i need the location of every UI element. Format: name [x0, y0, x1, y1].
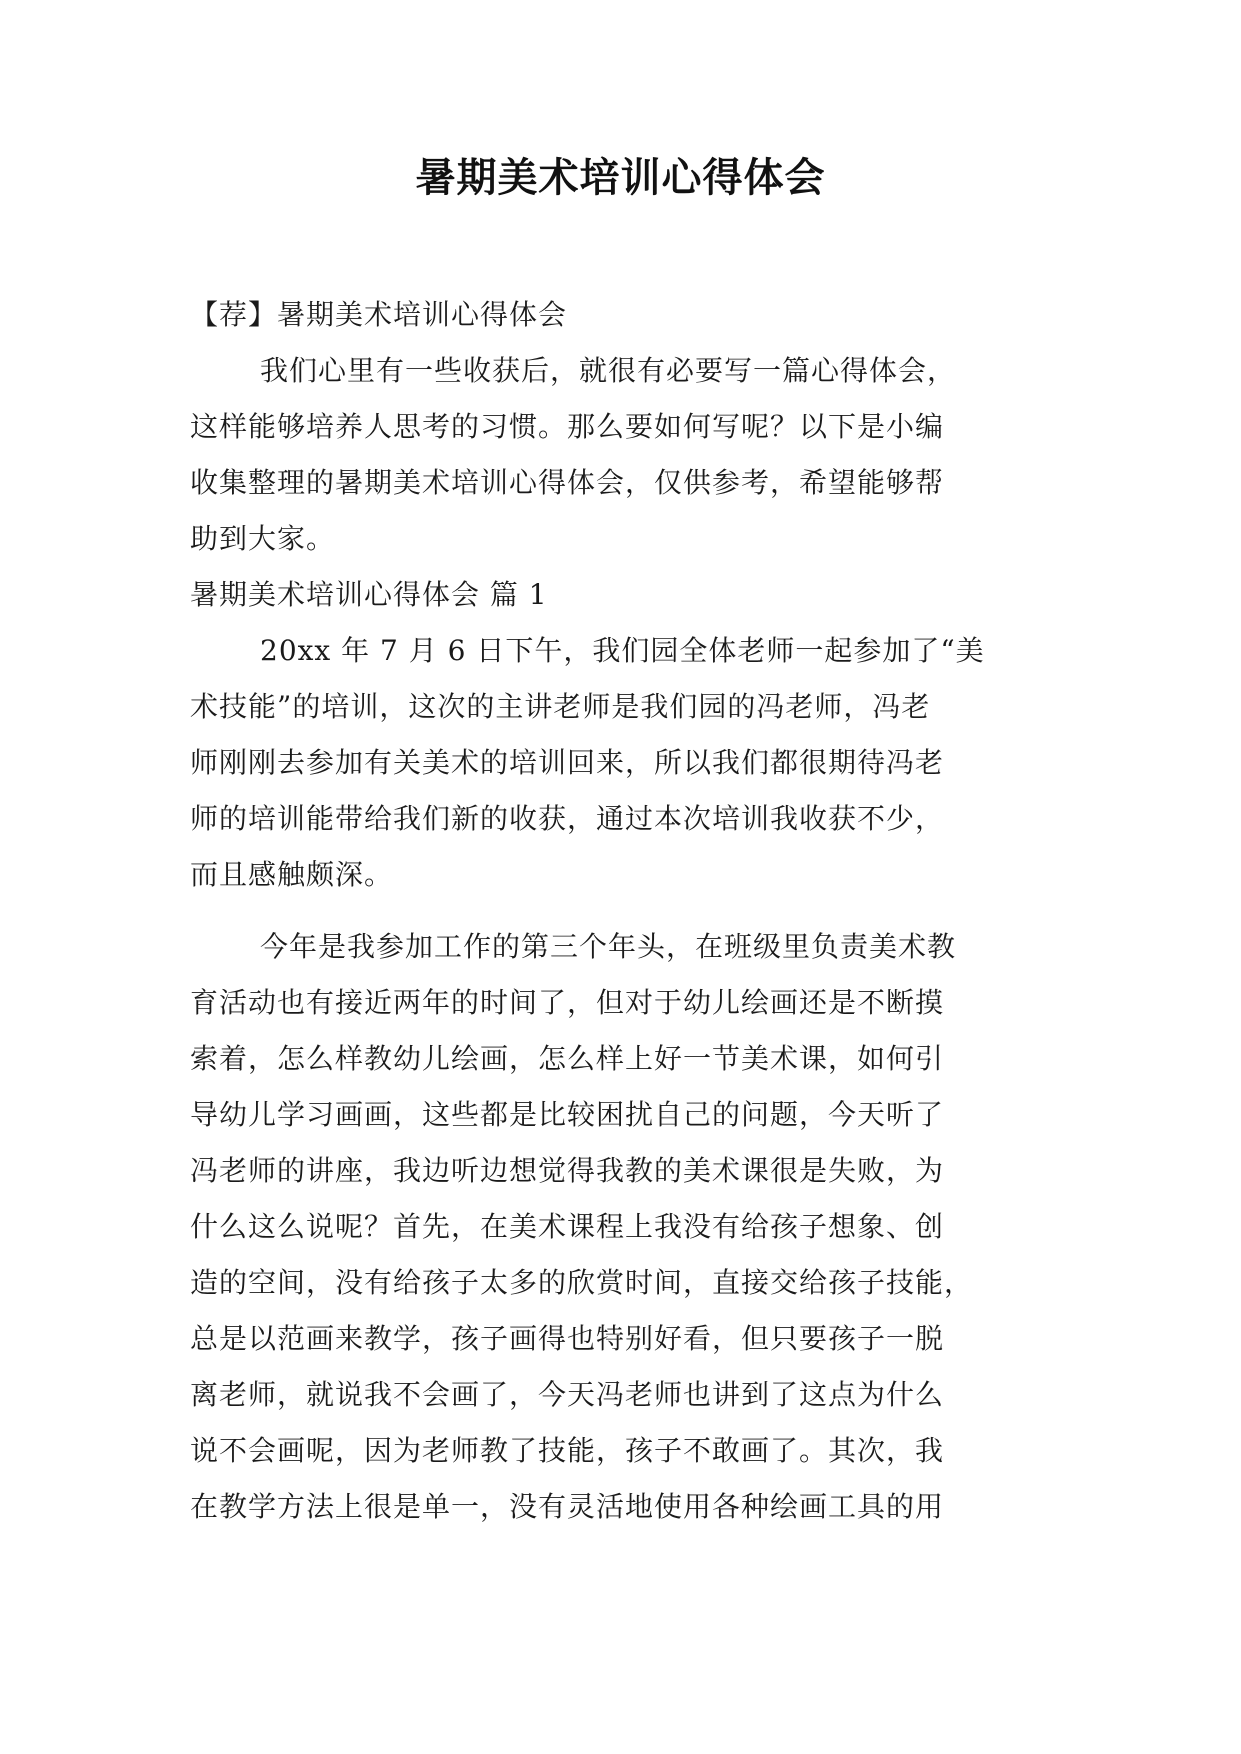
- paragraph-line: 什么这么说呢？首先，在美术课程上我没有给孩子想象、创: [190, 1210, 945, 1243]
- paragraph-line: 术技能”的培训，这次的主讲老师是我们园的冯老师，冯老: [190, 690, 931, 723]
- paragraph-line: 20xx 年 7 月 6 日下午，我们园全体老师一起参加了“美: [260, 634, 985, 667]
- paragraph-line: 说不会画呢，因为老师教了技能，孩子不敢画了。其次，我: [190, 1434, 945, 1467]
- paragraph-line: 导幼儿学习画画，这些都是比较困扰自己的问题，今天听了: [190, 1098, 945, 1131]
- paragraph-line: 在教学方法上很是单一，没有灵活地使用各种绘画工具的用: [190, 1490, 945, 1523]
- intro-line: 助到大家。: [190, 522, 336, 555]
- intro-line: 收集整理的暑期美术培训心得体会，仅供参考，希望能够帮: [190, 466, 945, 499]
- paragraph-line: 索着，怎么样教幼儿绘画，怎么样上好一节美术课，如何引: [190, 1042, 945, 1075]
- paragraph-line: 师的培训能带给我们新的收获，通过本次培训我收获不少，: [190, 802, 945, 835]
- intro-line: 我们心里有一些收获后，就很有必要写一篇心得体会，: [260, 354, 957, 387]
- document-body: [190, 287, 1060, 1535]
- paragraph-1: [190, 623, 1060, 903]
- paragraph-line: 而且感触颇深。: [190, 858, 394, 891]
- intro-line: 这样能够培养人思考的习惯。那么要如何写呢？以下是小编: [190, 410, 945, 443]
- paragraph-line: 育活动也有接近两年的时间了，但对于幼儿绘画还是不断摸: [190, 986, 945, 1019]
- paragraph-line: 离老师，就说我不会画了，今天冯老师也讲到了这点为什么: [190, 1378, 945, 1411]
- paragraph-spacer: [190, 903, 1060, 919]
- intro-paragraph: [190, 343, 1060, 567]
- recommend-line: 【荐】暑期美术培训心得体会: [190, 298, 568, 331]
- paragraph-line: 今年是我参加工作的第三个年头，在班级里负责美术教: [260, 930, 957, 963]
- document-title: 暑期美术培训心得体会: [415, 155, 826, 201]
- section-heading: 暑期美术培训心得体会 篇 1: [190, 578, 548, 611]
- paragraph-line: 造的空间，没有给孩子太多的欣赏时间，直接交给孩子技能，: [190, 1266, 974, 1299]
- paragraph-line: 冯老师的讲座，我边听边想觉得我教的美术课很是失败，为: [190, 1154, 945, 1187]
- paragraph-line: 总是以范画来教学，孩子画得也特别好看，但只要孩子一脱: [190, 1322, 945, 1355]
- paragraph-line: 师刚刚去参加有关美术的培训回来，所以我们都很期待冯老: [190, 746, 945, 779]
- paragraph-2: [190, 919, 1060, 1535]
